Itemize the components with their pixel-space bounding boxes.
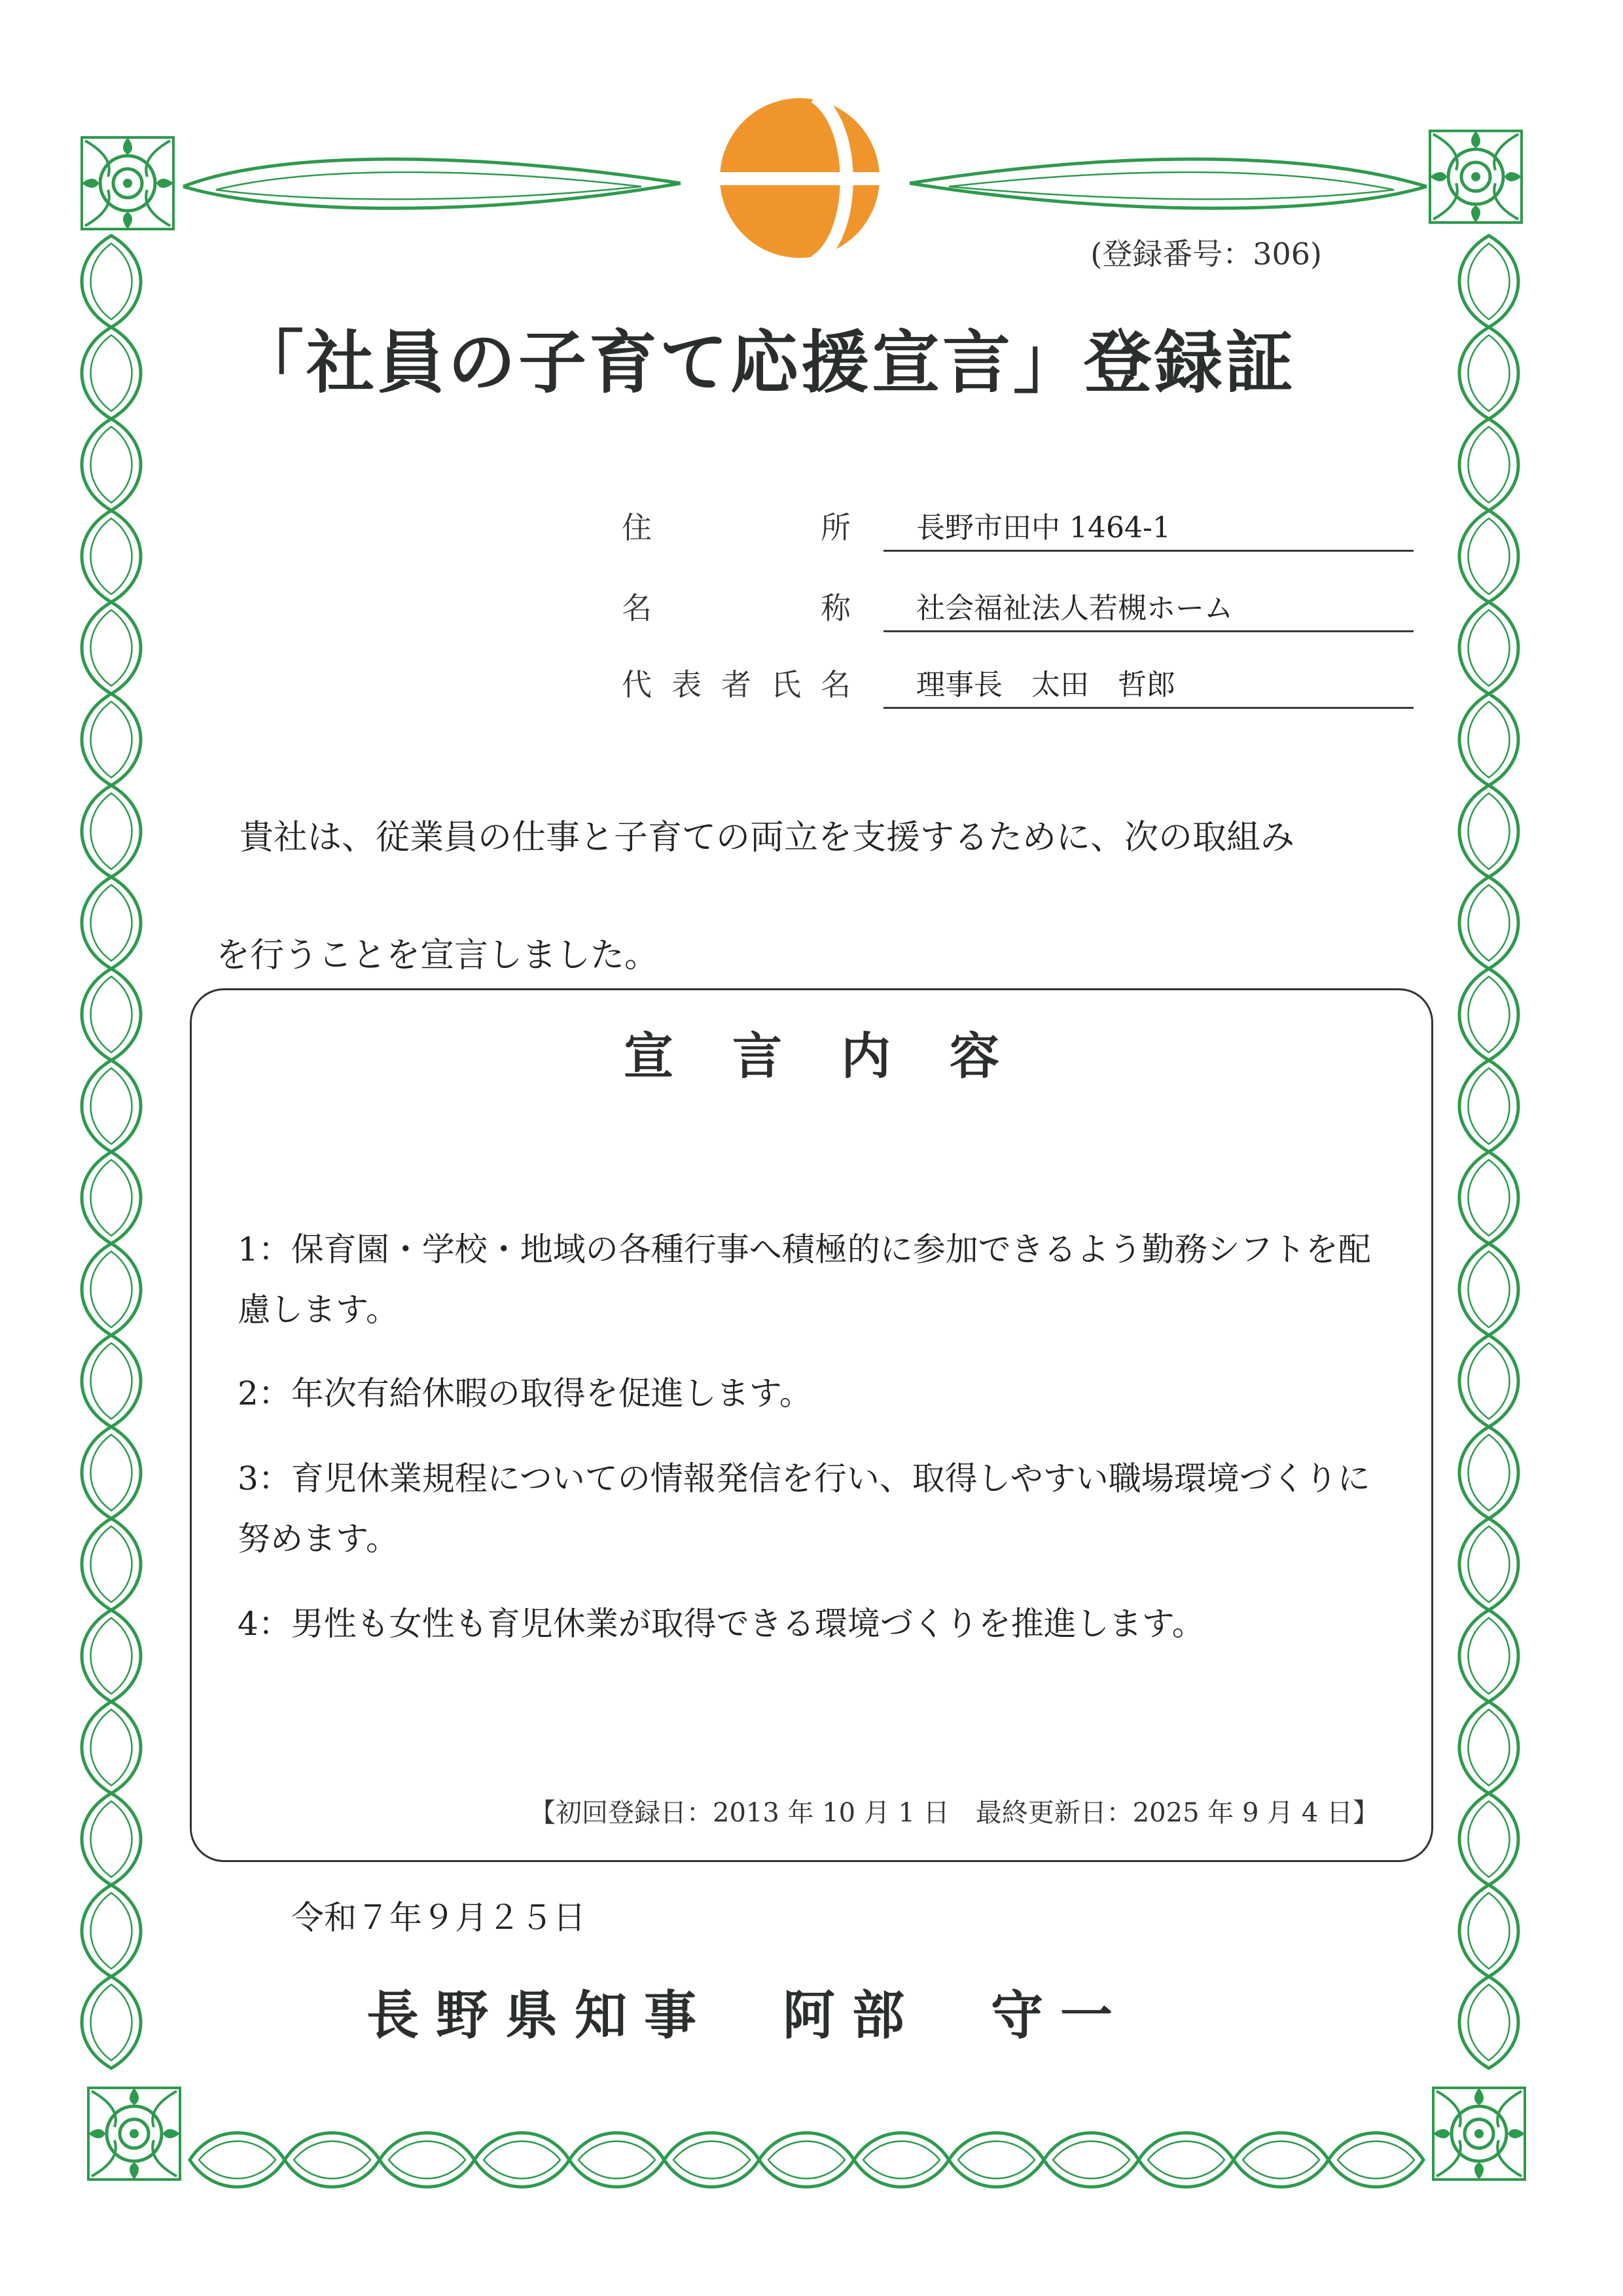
info-value: 長野市田中 1464-1 bbox=[883, 504, 1414, 552]
info-label: 代表者氏名 bbox=[622, 667, 851, 702]
intro-line: を行うことを宣言しました。 bbox=[216, 936, 659, 975]
info-value: 社会福祉法人若槻ホーム bbox=[883, 584, 1414, 632]
bottom-border-chain bbox=[190, 2133, 1423, 2187]
declaration-box bbox=[190, 988, 1433, 1862]
intro-paragraph bbox=[216, 779, 1420, 1014]
info-row-address bbox=[622, 504, 1414, 556]
registration-number: (登録番号：306) bbox=[1090, 236, 1322, 272]
info-label: 住所 bbox=[622, 510, 851, 545]
top-right-flourish bbox=[910, 159, 1427, 208]
corner-ornament-icon bbox=[1430, 131, 1522, 223]
declaration-heading: 宣言内容 bbox=[624, 1027, 1058, 1085]
declaration-item: 2：年次有給休暇の取得を促進します。 bbox=[238, 1374, 812, 1412]
top-left-flourish bbox=[183, 159, 681, 208]
intro-line: 貴社は、従業員の仕事と子育ての両立を支援するために、次の取組み bbox=[240, 818, 1295, 857]
issue-date: 令和７年９月２５日 bbox=[291, 1899, 586, 1937]
info-row-representative bbox=[622, 661, 1414, 713]
info-value: 理事長 太田 哲郎 bbox=[883, 661, 1414, 709]
orange-emblem-icon bbox=[717, 97, 887, 262]
page-title: 「社員の子育て応援宣言」登録証 bbox=[236, 322, 1296, 403]
declaration-item: 1：保育園・学校・地域の各種行事へ積極的に参加できるよう勤務シフトを配慮します。 bbox=[238, 1230, 1371, 1329]
right-border-chain bbox=[1459, 236, 1518, 2068]
declaration-item: 4：男性も女性も育児休業が取得できる環境づくりを推進します。 bbox=[238, 1605, 1205, 1643]
info-label: 名称 bbox=[622, 590, 851, 626]
corner-ornament-icon bbox=[1433, 2088, 1525, 2179]
registration-dates: 【初回登録日：2013 年 10 月 1 日 最終更新日：2025 年 9 月 4 日】 bbox=[529, 1798, 1379, 1828]
info-row-name bbox=[622, 584, 1414, 637]
declaration-item: 3：育児休業規程についての情報発信を行い、取得しやすい職場環境づくりに努めます。 bbox=[238, 1460, 1370, 1558]
left-border-chain bbox=[82, 236, 141, 2068]
corner-ornament-icon bbox=[88, 2088, 180, 2179]
signatory: 長野県知事 阿部 守一 bbox=[366, 1984, 1130, 2046]
corner-ornament-icon bbox=[82, 137, 173, 229]
